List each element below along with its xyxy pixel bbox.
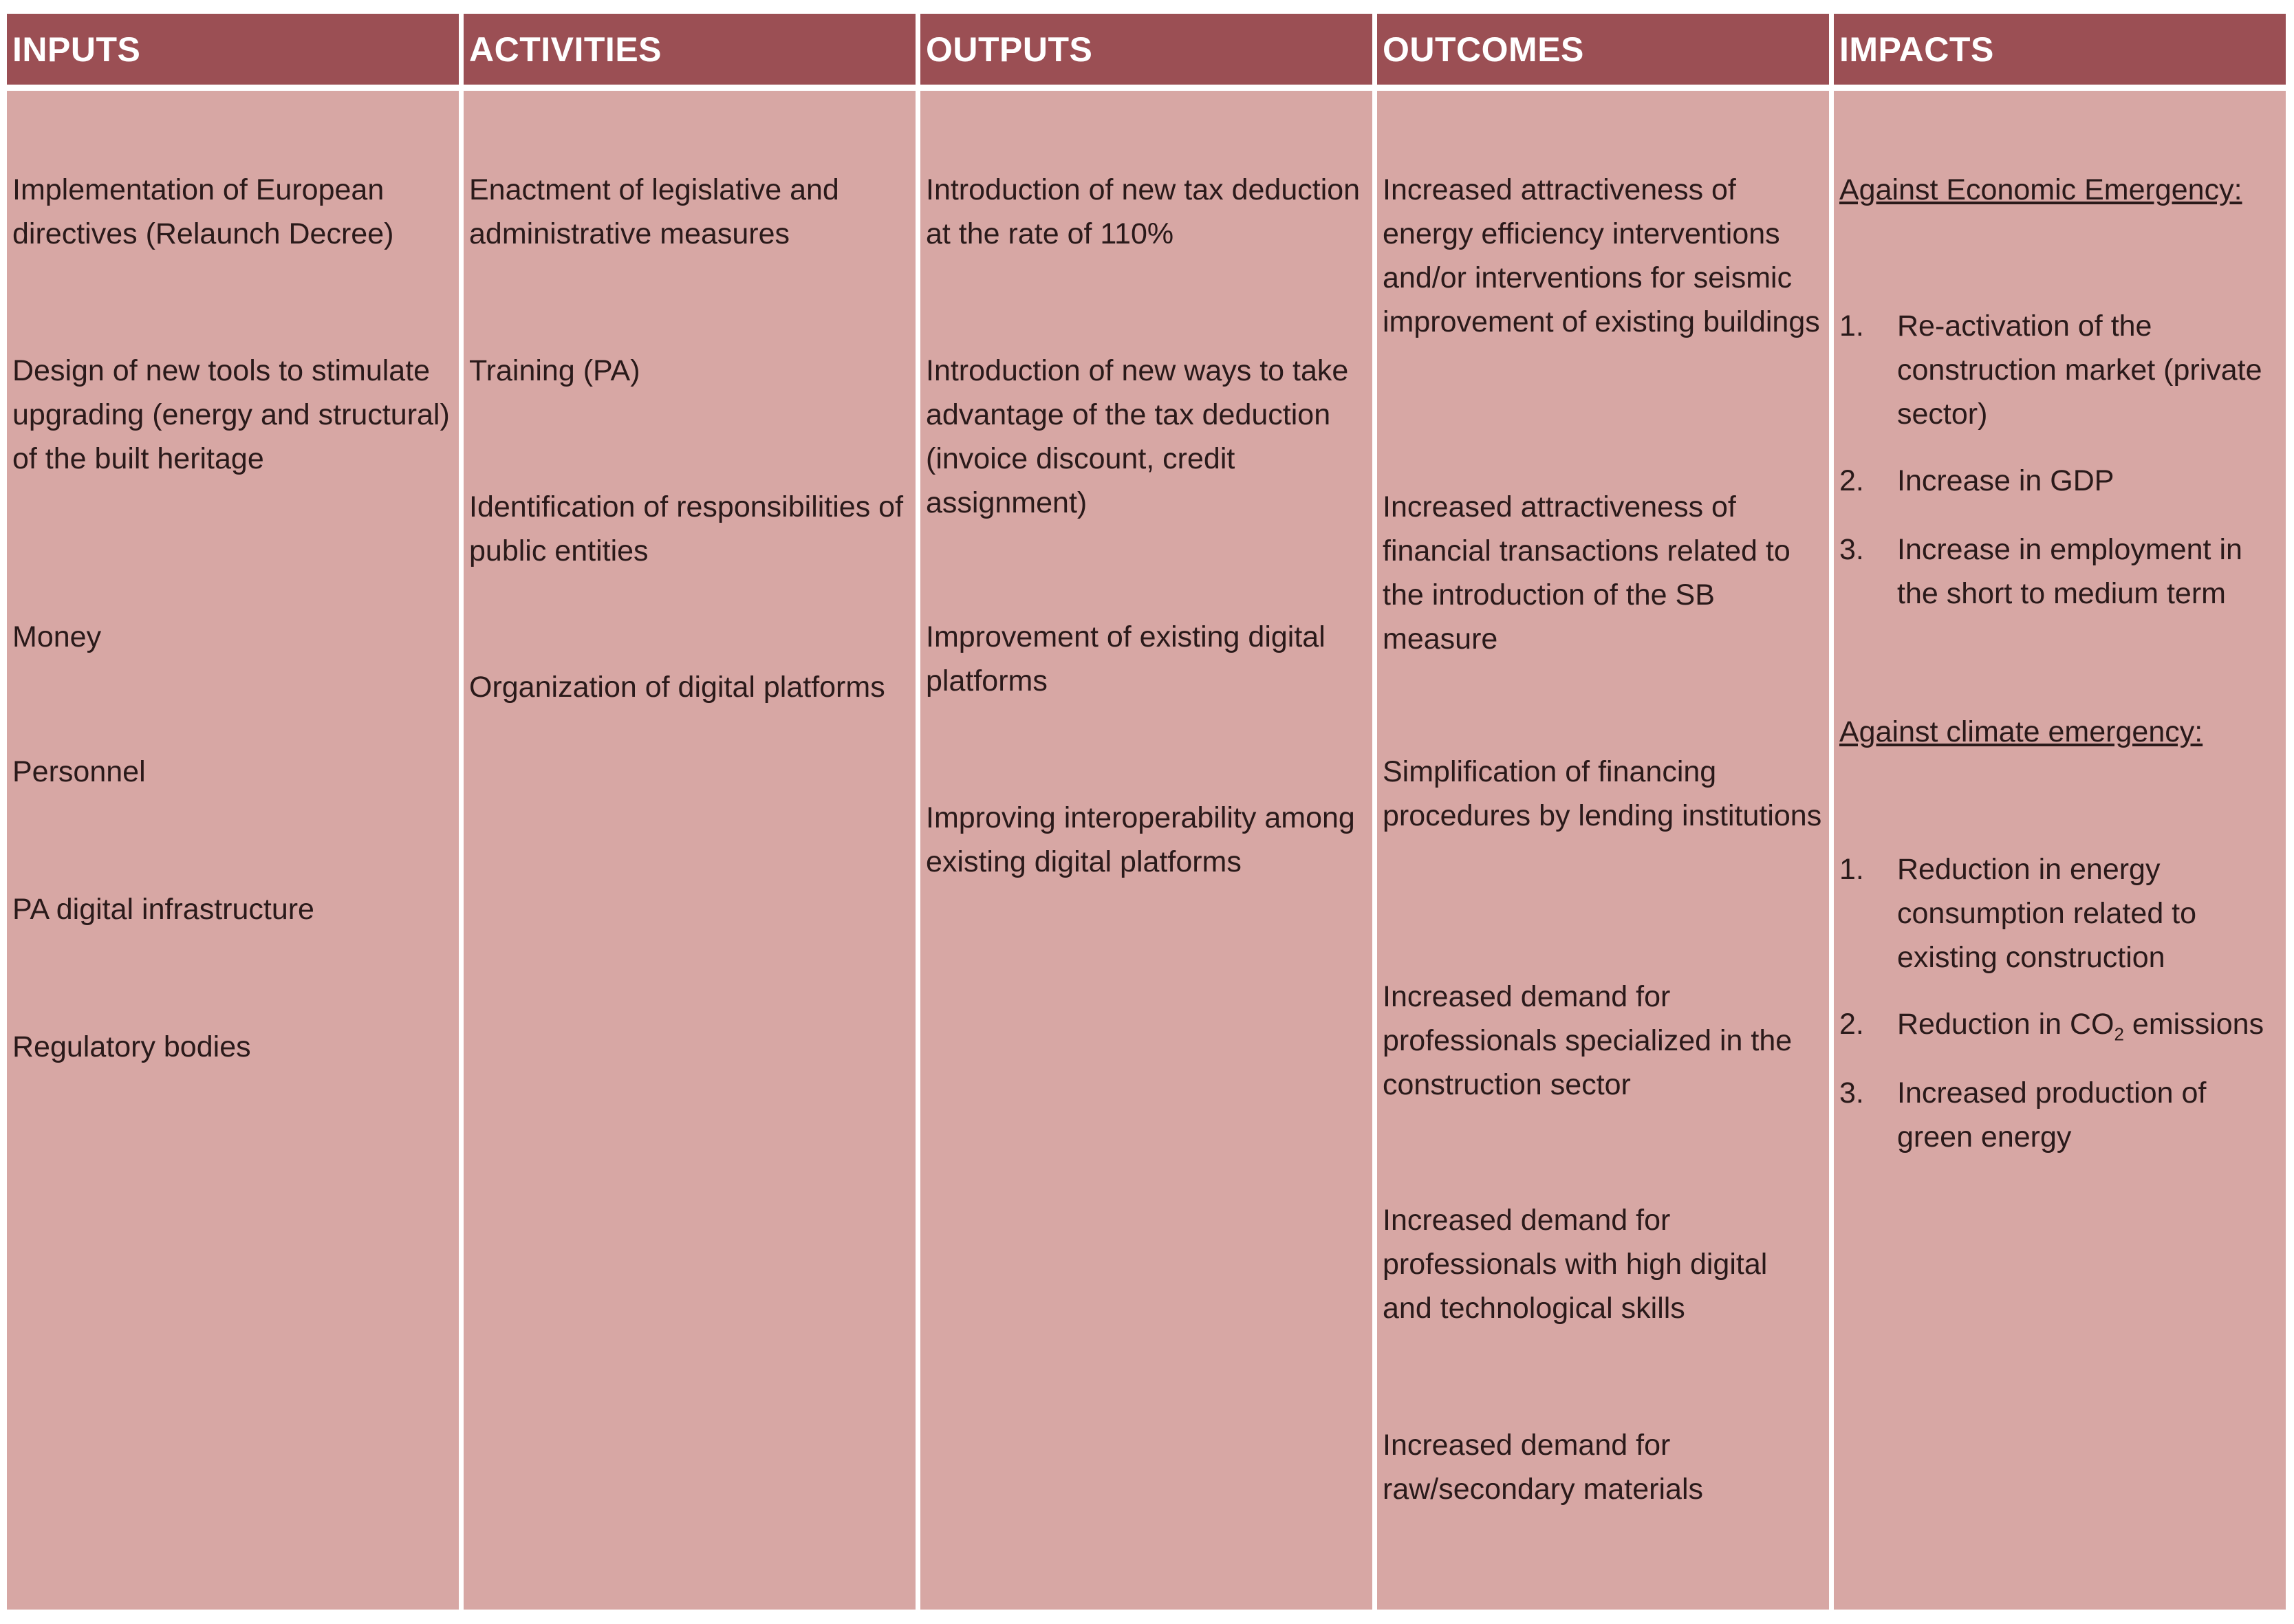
outputs-body — [920, 91, 1372, 1610]
input-item: Regulatory bodies — [12, 1030, 251, 1063]
impact-number: 1. — [1839, 853, 1864, 886]
activity-item: Enactment of legislative and administrative measures — [469, 173, 839, 250]
impact-item: Reduction in energy consumption related to existing construction — [1897, 853, 2197, 974]
outcomes-header: OUTCOMES — [1377, 14, 1829, 85]
impact-item: Increased production of green energy — [1897, 1076, 2207, 1154]
impacts-column — [1834, 14, 2286, 1610]
outcome-item: Increased attractiveness of financial transactions related to the introduction of the SB measure — [1383, 490, 1790, 656]
impact-number: 1. — [1839, 310, 1864, 343]
outcome-item: Increased demand for raw/secondary materials — [1383, 1429, 1704, 1506]
activities-column — [464, 14, 916, 1610]
outcomes-body — [1377, 91, 1829, 1610]
impact-number: 3. — [1839, 1076, 1864, 1109]
output-item: Improvement of existing digital platforms — [926, 620, 1325, 697]
input-item: Implementation of European directives (Relaunch Decree) — [12, 173, 394, 250]
output-item: Improving interoperability among existing digital platforms — [926, 801, 1355, 878]
inputs-column — [7, 14, 459, 1610]
activities-header: ACTIVITIES — [464, 14, 916, 85]
outputs-header: OUTPUTS — [920, 14, 1372, 85]
outcome-item: Increased demand for professionals specialized in the construction sector — [1383, 980, 1793, 1101]
activity-item: Identification of responsibilities of public entities — [469, 490, 904, 567]
outcome-item: Simplification of financing procedures by lending institutions — [1383, 755, 1822, 832]
activity-item: Organization of digital platforms — [469, 671, 885, 704]
impacts-header: IMPACTS — [1834, 14, 2286, 85]
impact-item: Increase in GDP — [1897, 464, 2114, 497]
inputs-body — [7, 91, 459, 1610]
outcomes-column — [1377, 14, 1829, 1610]
economic-emergency-heading: Against Economic Emergency: — [1839, 173, 2242, 206]
impact-item: Re-activation of the construction market (private sector) — [1897, 310, 2262, 431]
input-item: Money — [12, 620, 102, 653]
outputs-column — [920, 14, 1372, 1610]
co2-subscript: 2 — [2114, 1024, 2124, 1045]
co2-text-before: Reduction in CO — [1897, 1008, 2114, 1041]
impact-item: Increase in employment in the short to medium term — [1897, 533, 2242, 610]
output-item: Introduction of new ways to take advantage of the tax deduction (invoice discount, credit assignment) — [926, 354, 1349, 519]
output-item: Introduction of new tax deduction at the rate of 110% — [926, 173, 1361, 250]
input-item: Design of new tools to stimulate upgrading (energy and structural) of the built heritage — [12, 354, 450, 475]
activities-body — [464, 91, 916, 1610]
activity-item: Training (PA) — [469, 354, 640, 387]
impact-number: 2. — [1839, 464, 1864, 497]
impacts-body — [1834, 91, 2286, 1610]
inputs-header: INPUTS — [7, 14, 459, 85]
impact-number: 3. — [1839, 533, 1864, 566]
outcome-item: Increased demand for professionals with high digital and technological skills — [1383, 1204, 1768, 1325]
impact-item-co2 — [1897, 1002, 2280, 1046]
input-item: PA digital infrastructure — [12, 893, 314, 926]
logic-model-table — [7, 14, 2286, 1610]
input-item: Personnel — [12, 755, 146, 788]
climate-emergency-heading: Against climate emergency: — [1839, 715, 2203, 748]
outcome-item: Increased attractiveness of energy efficiency interventions and/or interventions for seismic improvement of existing buildings — [1383, 173, 1820, 338]
co2-text-after: emissions — [2123, 1008, 2264, 1041]
impact-number: 2. — [1839, 1008, 1864, 1041]
